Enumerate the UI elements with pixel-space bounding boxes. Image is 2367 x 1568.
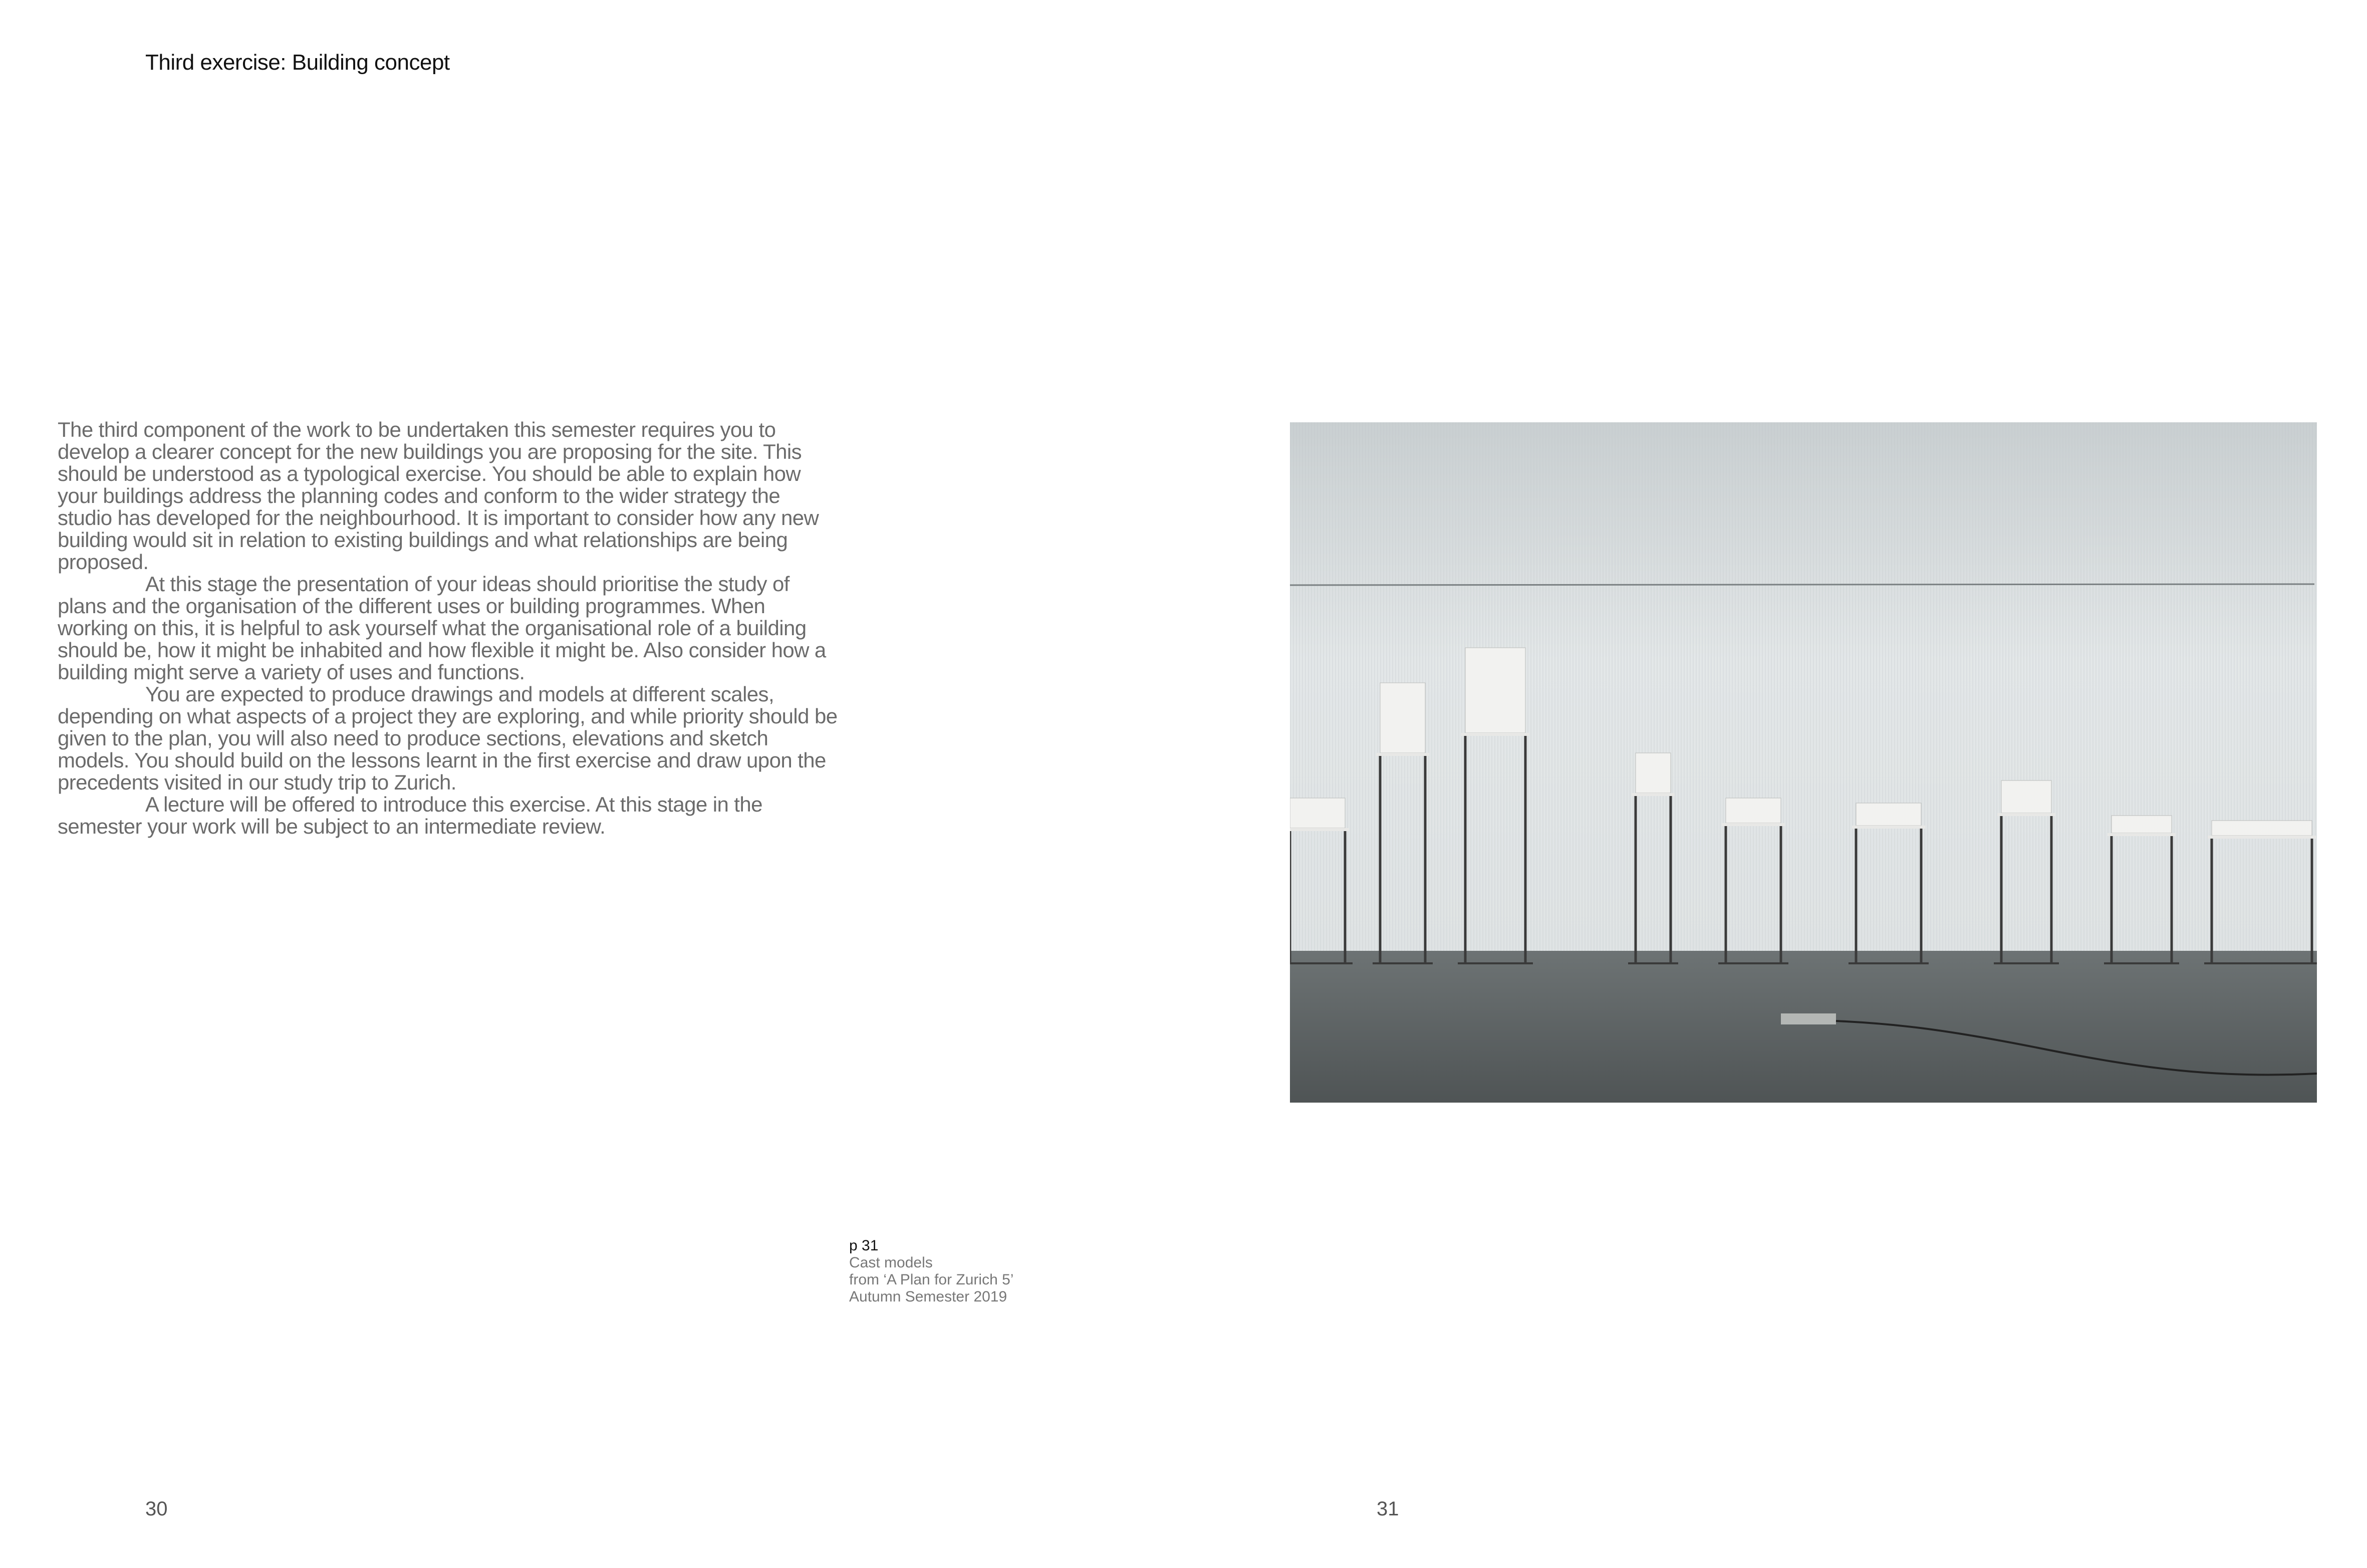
cast-model	[1290, 798, 1345, 828]
wire-line	[1290, 584, 2314, 585]
stand-top	[1632, 793, 1675, 796]
body-paragraph: You are expected to produce drawings and models at different scales, depending on what aspects of a project they are exploring, and while priority should be given to the plan, you will also need to produce sections, elevations and sketch models. You should build on the lessons learnt in the first exercise and draw upon the precedents visited in our study trip to Zurich.	[58, 682, 838, 794]
floor	[1290, 951, 2317, 1103]
cast-model	[1465, 648, 1525, 733]
photo-illustration	[1290, 422, 2317, 1103]
caption-line: Cast models	[849, 1254, 933, 1271]
stand-top	[1722, 823, 1785, 826]
floor-box	[1781, 1013, 1836, 1024]
page-number-right: 31	[1377, 1498, 1399, 1520]
cast-model	[2112, 816, 2172, 833]
stand-top	[2108, 833, 2176, 836]
page-number-left: 30	[145, 1498, 168, 1520]
cast-model	[1856, 803, 1921, 826]
caption-page-ref: p 31	[849, 1237, 879, 1254]
cast-model	[1636, 753, 1671, 793]
body-paragraph: A lecture will be offered to introduce this exercise. At this stage in the semester your work will be subject to an intermediate review.	[58, 793, 762, 838]
body-paragraph: The third component of the work to be undertaken this semester requires you to develop a clearer concept for the new buildings you are proposing for the site. This should be understood as a typological exercise. You should be able to explain how your buildings address the planning codes and conform to the wider strategy the studio has developed for the neighbourhood. It is important to consider how any new building would sit in relation to existing buildings and what relationships are being proposed.	[58, 418, 819, 574]
body-text	[58, 419, 839, 838]
cast-models-photo	[1290, 422, 2317, 1103]
stand-top	[1852, 826, 1925, 829]
stand-top	[1290, 828, 1349, 831]
cast-model	[1726, 798, 1781, 823]
cast-model	[1380, 683, 1425, 753]
stand-top	[1461, 733, 1529, 736]
curtain-texture	[1290, 422, 2317, 951]
running-head: Third exercise: Building concept	[145, 50, 450, 75]
stand-top	[1997, 813, 2055, 816]
body-paragraph: At this stage the presentation of your ideas should prioritise the study of plans and the organisation of the different uses or building programmes. When working on this, it is helpful to ask yourself what the organisational role of a building should be, how it might be inhabited and how flexible it might be. Also consider how a building might serve a variety of uses and functions.	[58, 572, 826, 684]
caption-line: from ‘A Plan for Zurich 5’	[849, 1271, 1014, 1288]
photo-caption	[849, 1237, 1013, 1305]
left-page	[0, 0, 1183, 1568]
cast-model	[2212, 821, 2312, 836]
stand-top	[1376, 753, 1429, 756]
cast-model	[2001, 780, 2051, 813]
caption-line: Autumn Semester 2019	[849, 1288, 1007, 1305]
stand-top	[2208, 836, 2316, 839]
